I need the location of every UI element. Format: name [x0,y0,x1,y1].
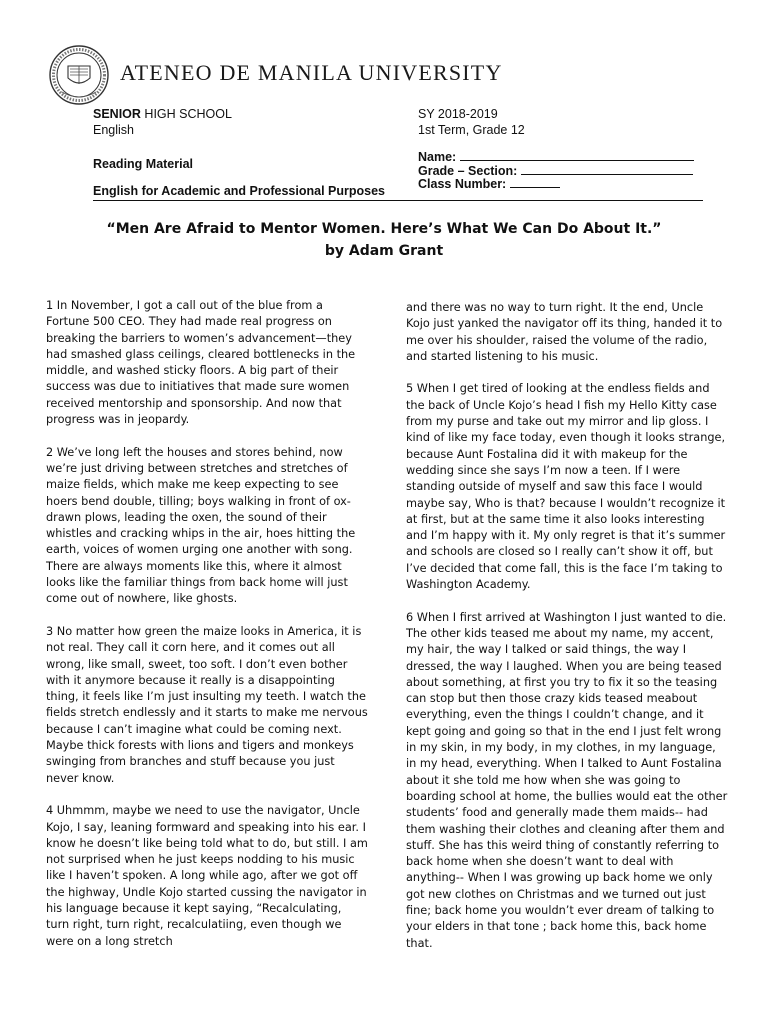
paragraph-2: 2 We’ve long left the houses and stores behind, now we’re just driving between stretches and stretches of maize fields, which make me keep expecting to see hoers bend double, tilling; boys walking in front of ox-drawn plows, leading the oxen, the sound of their whistles and cracking whips in the air, hoes hitting the earth, voices of women urging one another with song. There are always moments like this, where it almost looks like the familiar things from back home will just come out of nowhere, like ghosts. [46,445,356,606]
name-label: Name: [418,150,457,164]
right-column [406,300,728,968]
grade-section-label: Grade – Section: [418,163,518,178]
paragraph-4: 4 Uhmmm, maybe we need to use the navigator, Uncle Kojo, I say, leaning formward and speaking into his ear. I know he doesn’t like being told what to do, but still. I am not surprised when he just keeps nodding to his music like I haven’t spoken. A long while ago, after we got off the highway, Undle Kojo started cussing the navigator in his language because it kept saying, “Recalculating, turn right, turn right, recalculatiing, even though we were on a long stretch [46,804,368,948]
term: 1st Term, Grade 12 [418,123,525,137]
name-field[interactable] [418,151,694,165]
term-info [418,106,525,138]
paragraph-1: 1 In November, I got a call out of the blue from a Fortune 500 CEO. They had made real progress on breaking the barriers to women’s advancement—they had smashed glass ceilings, cleared bottlenecks in the middle, and washed sticky floors. A big part of their success was due to initiatives that made sure women received mentorship and sponsorship. And now that progress was in jeopardy. [46,299,356,427]
class-number-field[interactable] [418,178,694,192]
letterhead [48,44,728,104]
paragraph-6: 6 When I first arrived at Washington I just wanted to die. The other kids teased me about my name, my accent, my hair, the way I talked or said things, the way I dressed, the way I laughed. When you are being teased about something, at first you try to fix it so the teasing can stop but then those crazy kids teased meabout everything, even the things I couldn’t change, and it kept going and going so that in the end I just felt wrong in my skin, in my body, in my clothes, in my language, in my head, everything. When I talked to Aunt Fostalina about it she told me how when she was going to boarding school at home, the bullies would eat the other students’ food and generally made them maids-- had them washing their clothes and cleaning after them and stuff. She has this weird thing of constantly referring to back home when she doesn’t want to deal with anything-- When I was growing up back home we only got new clothes on Christmas and we turned out just fine; back home you wouldn’t ever dream of talking to your elders in that tone ; back home this, back home that. [406,610,728,950]
university-name: ATENEO DE MANILA UNIVERSITY [120,60,503,85]
paragraph-4-continued: and there was no way to turn right. It the end, Uncle Kojo just yanked the navigator off its thing, handed it to me over his shoulder, raised the volume of the radio, and started listening to his music. [406,301,723,363]
student-fields [418,151,694,192]
course-title: English for Academic and Professional Purposes [93,184,385,198]
subject: English [93,123,134,137]
article-byline: by Adam Grant [324,243,444,259]
school-level-rest: HIGH SCHOOL [140,107,232,121]
left-column [46,298,368,966]
paragraph-3: 3 No matter how green the maize looks in America, it is not real. They call it corn here, and it comes out all wrong, like small, sweet, too soft. I don’t even bother with it anymore because it really is a disappointing thing, it feels like I’m just insulting my teeth. I watch the fields stretch endlessly and it starts to make me nervous because I can’t imagine what could be coming next. Maybe thick forests with lions and tigers and monkeys swinging from branches and stuff because you just never know. [46,624,368,785]
material-type: Reading Material [93,157,194,171]
school-level-bold: SENIOR [93,107,141,121]
material-info [93,151,385,205]
school-info [93,106,232,138]
header-divider [93,200,703,201]
class-number-label: Class Number: [418,177,507,191]
school-year: SY 2018-2019 [418,107,498,121]
article-title-block [0,218,768,262]
article-headline: “Men Are Afraid to Mentor Women. Here’s What We Can Do About It.” [106,221,662,237]
grade-section-field[interactable] [418,165,694,179]
paragraph-5: 5 When I get tired of looking at the endless fields and the back of Uncle Kojo’s head I fish my Hello Kitty case from my purse and take out my mirror and lip gloss. I kind of like my face today, even though it looks strange, because Aunt Fostalina did it with makeup for the wedding since she says I’m now a teen. If I were standing outside of myself and saw this face I would maybe say, Who is that? because I wouldn’t recognize it at first, but at the same time it also looks interesting and I’m happy with it. My only regret is that it’s summer and schools are closed so I really can’t show it off, but I’ve decided that come fall, this is the face I’m taking to Washington Academy. [406,382,726,592]
university-seal-icon [48,44,110,106]
